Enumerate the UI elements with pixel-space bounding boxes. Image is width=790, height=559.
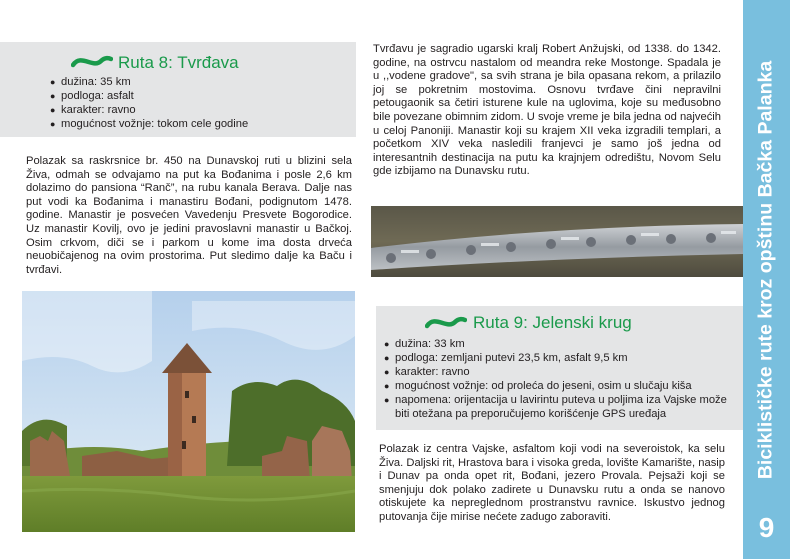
sidebar-title: Biciklističke rute kroz opštinu Bačka Palanka (754, 60, 777, 480)
route9-description: Polazak iz centra Vajske, asfaltom koji vodi na severoistok, ka selu Živa. Daljski rit, Hrastova bara i visoka greda, lovište Kamarište, nasip i Dunav pa onda opet rit, Bođani, jezero Provala. Pejsaži koji se smenjuju dok polako zadirete u Dunavsku rutu a onda se nanovo otiskujete ka nepreglednom prostranstvu ravnice. Iskustvo jednog putovanja čije mirise nećete zadugo zaboraviti. (379, 443, 725, 523)
route8-properties (50, 75, 350, 131)
route8-character: ● karakter: ravno (50, 103, 350, 117)
route8-season: ● mogućnost vožnje: tokom cele godine (50, 117, 350, 131)
route8-surface: ● podloga: asfalt (50, 89, 350, 103)
route8-length: ● dužina: 35 km (50, 75, 350, 89)
route8-title: Ruta 8: Tvrđava (118, 53, 239, 72)
route9-length: ● dužina: 33 km (384, 337, 729, 351)
route9-surface: ● podloga: zemljani putevi 23,5 km, asfalt 9,5 km (384, 351, 729, 365)
fortress-photo (22, 291, 355, 532)
route8-wave-icon (71, 55, 113, 69)
route9-note: ● napomena: orijentacija u lavirintu puteva u poljima iza Vajske može biti otežana pa preporučujemo korišćenje GPS uređaja (384, 393, 729, 421)
bike-chain-photo (371, 206, 743, 277)
route9-season: ● mogućnost vožnje: od proleća do jeseni, osim u slučaju kiša (384, 379, 729, 393)
page-number: 9 (758, 512, 775, 543)
fortress-history-text: Tvrđavu je sagradio ugarski kralj Robert Anžujski, od 1338. do 1342. godine, na ostrvcu nastalom od meandra reke Mostonge. Spadala je u ,,vodene gradove", sa svih strana je bila opasana rekom, a prilazilo joj se pokretnim mostovima. Osnovu tvrđave čini nepravilni petougaonik sa četiri isturene kule na uglovima, koje su međusobno bile povezane obimnim zidom. U svoje vreme je bila jedna od najvećih u celoj Panoniji. Manastir koji su krajem XII veka izgradili templari, a početkom XIV veka nasledili franjevci je samo još jedna od interesantnih destinacija na putu ka krajnjem odredištu, Novom Selu gde izbijamo na Dunavsku rutu. (373, 43, 721, 178)
route9-properties (384, 337, 729, 421)
route9-character: ● karakter: ravno (384, 365, 729, 379)
route8-description: Polazak sa raskrsnice br. 450 na Dunavskoj ruti u blizini sela Živa, odmah se odvajamo na put ka Bođanima i posle 2,6 km dolazimo do pansiona “Ranč”, na rubu kanala Berava. Dalje nas put vodi ka Bođanima i manastiru Bođani, podignutom 1478. godine. Manastir je posvećen Vavedenju Presvete Bogorodice. Uz manastir Kovilj, ovo je jedini pravoslavni manastir u Bačkoj. Osim crkvom, diči se i parkom u kome ima dosta drveća neuobičajenog na ovim prostorima. Put sledimo dalje ka Baču i tvrđavi. (26, 155, 352, 276)
route9-title: Ruta 9: Jelenski krug (473, 313, 632, 332)
route9-wave-icon (425, 316, 467, 330)
